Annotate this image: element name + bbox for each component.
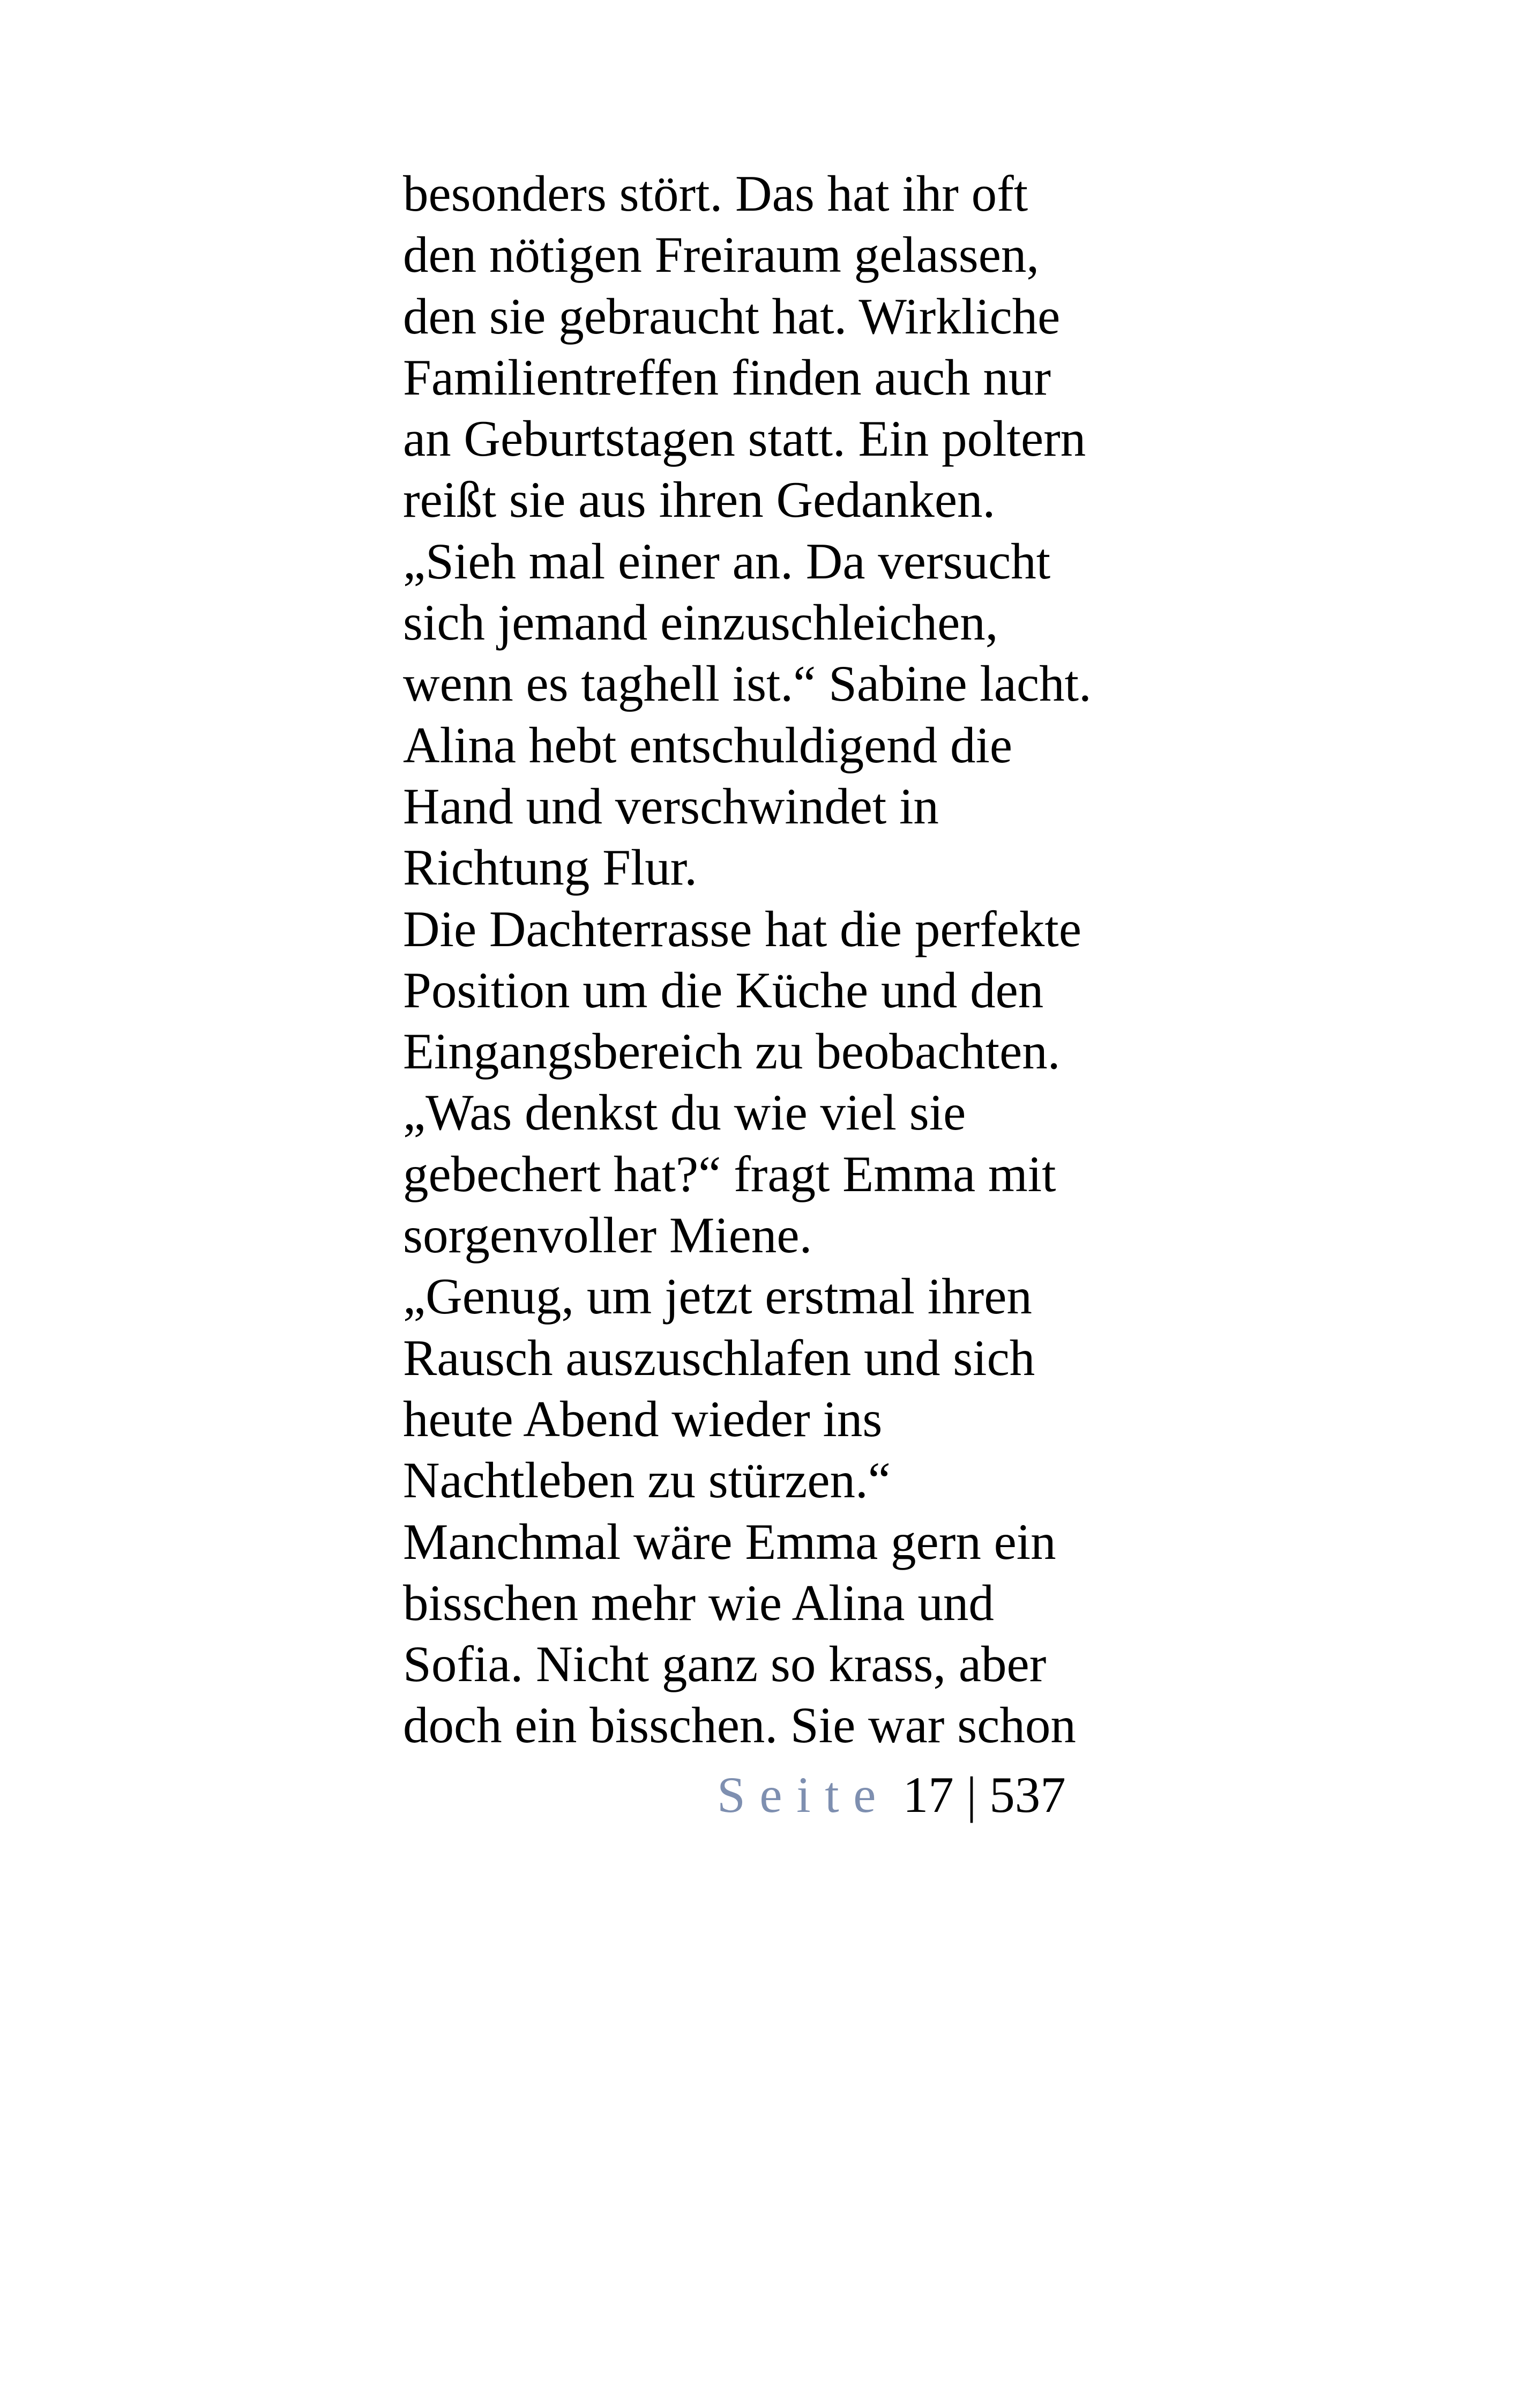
text-line: wenn es taghell ist.“ Sabine lacht. (403, 655, 1092, 712)
text-line: den nötigen Freiraum gelassen, (403, 226, 1040, 284)
page-number: 17 | 537 (902, 1766, 1066, 1823)
page-label: Seite (717, 1766, 890, 1823)
text-line: Alina hebt entschuldigend die (403, 716, 1013, 774)
text-line: heute Abend wieder ins (403, 1390, 883, 1447)
text-line: Richtung Flur. (403, 839, 697, 896)
text-line: Rausch auszuschlafen und sich (403, 1329, 1035, 1386)
text-line: den sie gebraucht hat. Wirkliche (403, 287, 1061, 345)
text-line: Position um die Küche und den (403, 961, 1044, 1019)
text-line: doch ein bisschen. Sie war schon (403, 1697, 1076, 1754)
text-line: Familientreffen finden auch nur (403, 348, 1051, 406)
text-line: an Geburtstagen statt. Ein poltern (403, 410, 1086, 467)
text-line: Eingangsbereich zu beobachten. (403, 1023, 1061, 1080)
page-footer (717, 1763, 1156, 1827)
text-line: „Sieh mal einer an. Da versucht (403, 532, 1051, 590)
text-line: sorgenvoller Miene. (403, 1207, 812, 1264)
text-line: Hand und verschwindet in (403, 777, 939, 835)
text-line: Sofia. Nicht ganz so krass, aber (403, 1636, 1047, 1693)
text-line: „Was denkst du wie viel sie (403, 1084, 966, 1141)
text-line: reißt sie aus ihren Gedanken. (403, 471, 996, 529)
text-line: gebechert hat?“ fragt Emma mit (403, 1145, 1056, 1202)
text-line: Manchmal wäre Emma gern ein (403, 1513, 1056, 1570)
text-line: Die Dachterrasse hat die perfekte (403, 900, 1081, 957)
text-line: besonders stört. Das hat ihr oft (403, 165, 1028, 222)
text-line: Nachtleben zu stürzen.“ (403, 1452, 891, 1509)
text-line: „Genug, um jetzt erstmal ihren (403, 1268, 1032, 1325)
body-text (403, 163, 1153, 1756)
text-line: bisschen mehr wie Alina und (403, 1574, 994, 1631)
text-line: sich jemand einzuschleichen, (403, 594, 998, 651)
